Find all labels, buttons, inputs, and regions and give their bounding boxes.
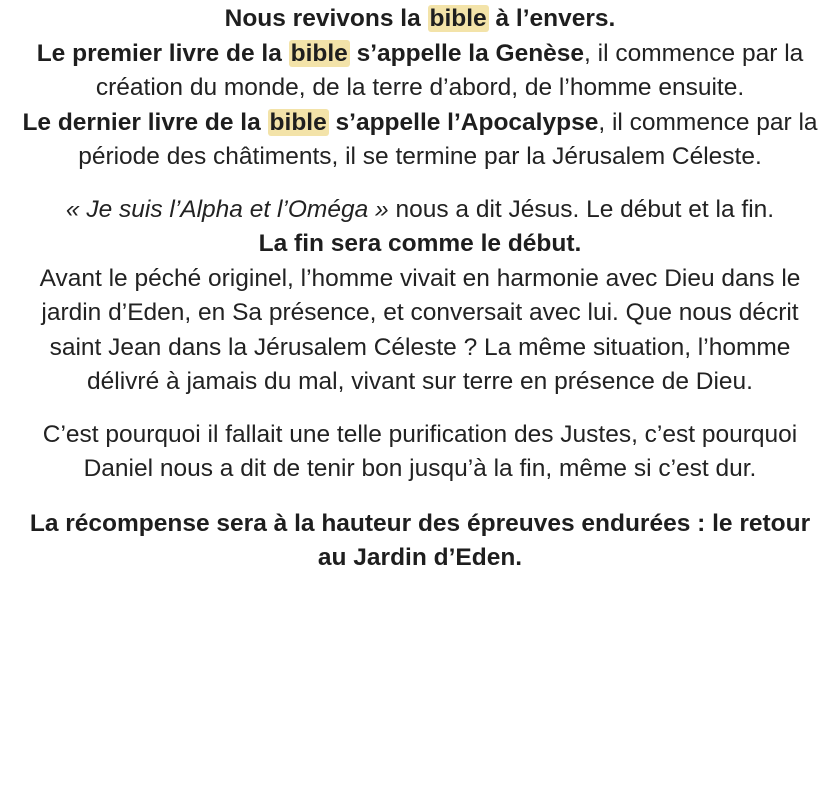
highlight-bible: bible <box>269 108 327 136</box>
paragraph-bold-line <box>14 227 826 262</box>
paragraph-apocalypse <box>14 106 826 175</box>
apoc-bold-pre: Le dernier livre de la <box>22 108 268 136</box>
apoc-bold-post: s’appelle l’Apocalypse <box>328 108 599 136</box>
genese-bold-pre: Le premier livre de la <box>36 39 289 67</box>
recompense-bold: La récompense sera à la hauteur des épreuves endurées : le retour au Jardin d’Eden. <box>29 509 811 571</box>
paragraph-eden <box>14 262 826 400</box>
title-post: à l’envers. <box>488 5 616 32</box>
genese-bold <box>37 40 584 67</box>
apoc-bold <box>22 109 598 136</box>
highlight-bible: bible <box>290 39 348 67</box>
paragraph-genese <box>14 37 826 106</box>
purification-body: C’est pourquoi il fallait une telle purification des Justes, c’est pourquoi Daniel nous a dit de tenir bon jusqu’à la fin, même si c’est dur. <box>42 420 798 482</box>
paragraph-spacer <box>14 487 826 507</box>
paragraph-recompense <box>14 507 826 576</box>
bold-line: La fin sera comme le début. <box>258 230 582 257</box>
title-text <box>225 5 616 32</box>
quote-italic: « Je suis l’Alpha et l’Oméga » <box>65 195 389 223</box>
paragraph-title <box>14 2 826 37</box>
genese-rest: , il commence par la création du monde, de la terre d’abord, de l’homme ensuite. <box>95 39 804 101</box>
paragraph-spacer <box>14 175 826 193</box>
paragraph-purification <box>14 418 826 487</box>
highlight-bible: bible <box>429 5 487 32</box>
title-pre: Nous revivons la <box>224 5 428 32</box>
genese-bold-post: s’appelle la Genèse <box>349 39 585 67</box>
paragraph-spacer <box>14 400 826 418</box>
eden-body: Avant le péché originel, l’homme vivait en harmonie avec Dieu dans le jardin d’Eden, en Sa présence, et conversait avec lui. Que nous décrit saint Jean dans la Jérusalem Céleste ? La même situation, l’homme délivré à jamais du mal, vivant sur terre en présence de Dieu. <box>39 264 801 395</box>
quote-rest: nous a dit Jésus. Le début et la fin. <box>388 195 775 223</box>
apoc-rest: , il commence par la période des châtiments, il se termine par la Jérusalem Céleste. <box>78 108 818 170</box>
paragraph-quote <box>14 193 826 228</box>
